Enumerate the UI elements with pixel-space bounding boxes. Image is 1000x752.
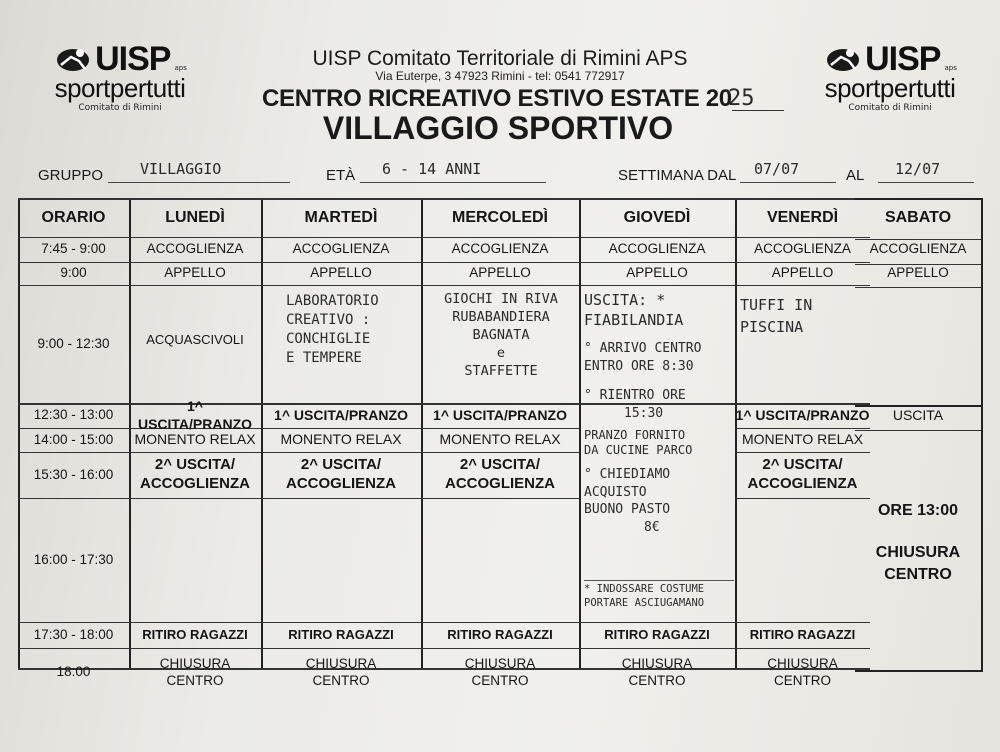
age-label: ETÀ bbox=[326, 167, 356, 184]
org-address: Via Euterpe, 3 47923 Rimini - tel: 0541 772917 bbox=[375, 69, 625, 83]
time-cell: 9:00 - 12:30 bbox=[37, 335, 110, 351]
appello-cell: APPELLO bbox=[469, 265, 531, 281]
group-line bbox=[108, 182, 290, 183]
header-sabato: SABATO bbox=[884, 208, 952, 226]
uscita2-cell: 2^ USCITA/ ACCOGLIENZA bbox=[747, 456, 858, 492]
accoglienza-cell: ACCOGLIENZA bbox=[608, 241, 706, 257]
ritiro-cell: RITIRO RAGAZZI bbox=[447, 626, 553, 642]
uscita-pranzo-cell: 1^ USCITA/PRANZO bbox=[735, 406, 870, 423]
runner-icon bbox=[53, 45, 91, 73]
header-venerdi: VENERDÌ bbox=[766, 208, 839, 226]
org-name: UISP Comitato Territoriale di Rimini APS bbox=[312, 47, 688, 70]
time-cell: 16:00 - 17:30 bbox=[33, 551, 114, 567]
logo-sub: Comitato di Rimini bbox=[78, 103, 162, 113]
accoglienza-cell: ACCOGLIENZA bbox=[146, 241, 244, 257]
group-value: VILLAGGIO bbox=[140, 160, 222, 178]
sat-closure: ORE 13:00 CHIUSURA CENTRO bbox=[875, 502, 961, 583]
time-cell: 18:00 bbox=[56, 663, 91, 679]
uscita2-cell: 2^ USCITA/ ACCOGLIENZA bbox=[286, 456, 396, 492]
uscita-pranzo-cell: 1^ USCITA/PRANZO bbox=[433, 406, 567, 423]
time-cell: 12:30 - 13:00 bbox=[33, 407, 114, 423]
week-to-line bbox=[878, 182, 974, 183]
accoglienza-cell: ACCOGLIENZA bbox=[754, 241, 851, 257]
year-underline bbox=[732, 110, 784, 111]
logo-brand: UISP bbox=[865, 40, 941, 78]
logo-sub: Comitato di Rimini bbox=[848, 103, 932, 113]
week-from: 07/07 bbox=[754, 160, 800, 178]
relax-cell: MONENTO RELAX bbox=[439, 431, 561, 448]
runner-icon bbox=[823, 45, 861, 73]
logo-suffix: aps bbox=[174, 64, 187, 72]
year-handwritten: 25 bbox=[728, 86, 755, 111]
appello-cell: APPELLO bbox=[626, 265, 688, 281]
logo-brand: UISP bbox=[95, 40, 171, 78]
appello-cell: APPELLO bbox=[771, 265, 834, 281]
header-martedi: MARTEDÌ bbox=[304, 208, 378, 226]
uscita2-cell: 2^ USCITA/ ACCOGLIENZA bbox=[445, 456, 555, 492]
hw-mon-morning: ACQUASCIVOLI bbox=[146, 331, 244, 347]
chiusura-cell: CHIUSURA CENTRO bbox=[464, 656, 536, 688]
ritiro-cell: RITIRO RAGAZZI bbox=[749, 626, 856, 642]
appello-cell: APPELLO bbox=[164, 265, 226, 281]
relax-cell: MONENTO RELAX bbox=[741, 431, 864, 448]
relax-cell: MONENTO RELAX bbox=[280, 431, 402, 448]
thu-footnote-line bbox=[584, 580, 734, 581]
info-fields bbox=[0, 160, 1000, 190]
sat-uscita-cell: USCITA bbox=[892, 406, 944, 423]
ritiro-cell: RITIRO RAGAZZI bbox=[288, 626, 394, 642]
logo-suffix: aps bbox=[944, 64, 957, 72]
header-orario: ORARIO bbox=[41, 208, 106, 226]
accoglienza-cell: ACCOGLIENZA bbox=[451, 241, 549, 257]
ritiro-cell: RITIRO RAGAZZI bbox=[604, 626, 710, 642]
week-label: SETTIMANA DAL bbox=[618, 167, 737, 184]
hw-wed-morning: GIOCHI IN RIVA RUBABANDIERA BAGNATA e STAFFETTE bbox=[444, 291, 558, 379]
chiusura-cell: CHIUSURA CENTRO bbox=[621, 656, 693, 688]
hw-tue-morning: LABORATORIO CREATIVO : CONCHIGLIE E TEMPERE bbox=[286, 293, 379, 366]
uscita-pranzo-cell: 1^ USCITA/PRANZO bbox=[274, 406, 408, 423]
appello-cell: APPELLO bbox=[887, 265, 949, 281]
uscita2-cell: 2^ USCITA/ ACCOGLIENZA bbox=[140, 456, 250, 492]
age-value: 6 - 14 ANNI bbox=[382, 160, 482, 178]
relax-cell: MONENTO RELAX bbox=[134, 431, 256, 448]
program-subtitle: VILLAGGIO SPORTIVO bbox=[322, 110, 674, 146]
week-from-line bbox=[740, 182, 836, 183]
accoglienza-cell: ACCOGLIENZA bbox=[869, 241, 967, 257]
logo-tagline: sportpertutti bbox=[824, 73, 956, 103]
time-cell: 17:30 - 18:00 bbox=[33, 626, 114, 642]
time-cell: 9:00 bbox=[60, 265, 87, 281]
chiusura-cell: CHIUSURA CENTRO bbox=[767, 656, 838, 688]
time-cell: 15:30 - 16:00 bbox=[33, 466, 114, 482]
ritiro-cell: RITIRO RAGAZZI bbox=[142, 626, 248, 642]
chiusura-cell: CHIUSURA CENTRO bbox=[159, 656, 231, 688]
hw-thu-footnote: * INDOSSARE COSTUME PORTARE ASCIUGAMANO bbox=[584, 583, 705, 609]
to-label: AL bbox=[846, 167, 865, 184]
header-mercoledi: MERCOLEDÌ bbox=[452, 208, 548, 226]
week-to: 12/07 bbox=[895, 160, 941, 178]
header-lunedi: LUNEDÌ bbox=[165, 208, 225, 226]
uisp-logo-right bbox=[810, 40, 970, 113]
time-cell: 14:00 - 15:00 bbox=[33, 431, 114, 447]
program-title: CENTRO RICREATIVO ESTIVO ESTATE 20 bbox=[262, 85, 732, 112]
logo-tagline: sportpertutti bbox=[54, 73, 186, 103]
uscita-pranzo-cell: 1^ USCITA/PRANZO bbox=[137, 398, 253, 432]
uisp-logo-left bbox=[40, 40, 200, 113]
hw-fri-morning: TUFFI IN PISCINA bbox=[740, 296, 813, 336]
header-giovedi: GIOVEDÌ bbox=[623, 208, 691, 226]
accoglienza-cell: ACCOGLIENZA bbox=[292, 241, 390, 257]
appello-cell: APPELLO bbox=[310, 265, 372, 281]
hw-thu-notes: USCITA: * FIABILANDIA ° ARRIVO CENTRO ENTRO ORE 8:30 ° RIENTRO ORE 15:30 PRANZO FORNITO DA CUCINE PARCO ° CHIEDIAMO ACQUISTO BUONO PASTO 8€ bbox=[584, 291, 702, 535]
time-cell: 7:45 - 9:00 bbox=[41, 241, 106, 257]
group-label: GRUPPO bbox=[38, 167, 104, 184]
age-line bbox=[360, 182, 546, 183]
chiusura-cell: CHIUSURA CENTRO bbox=[305, 656, 377, 688]
